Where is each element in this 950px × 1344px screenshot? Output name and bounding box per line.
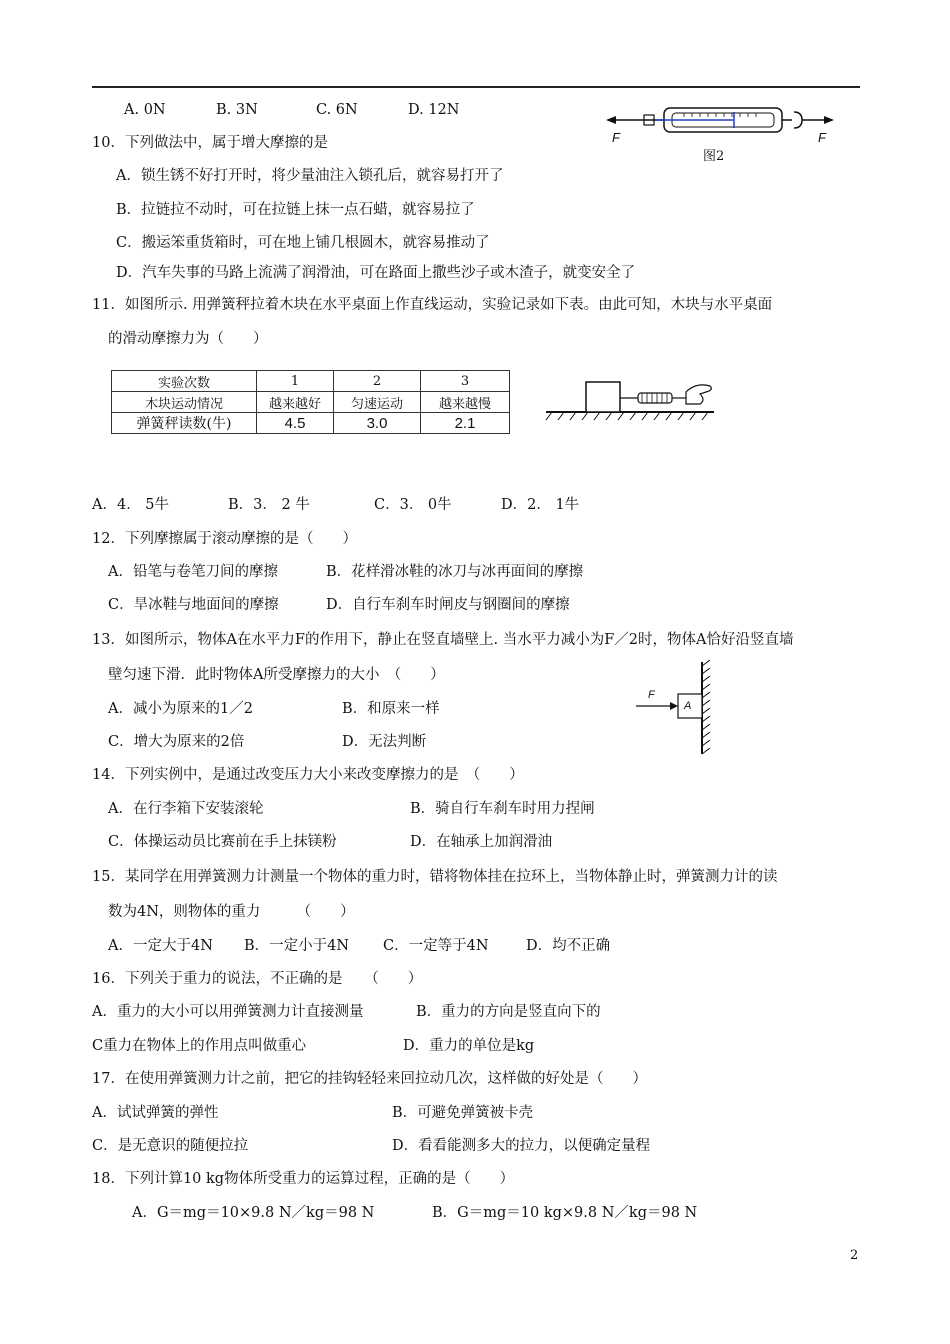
q13-option-a: A．减小为原来的1／2 — [108, 701, 253, 717]
q11-option-b: B．3． 2 牛 — [228, 497, 310, 513]
q16-option-c: C重力在物体上的作用点叫做重心 — [92, 1038, 307, 1054]
q18-stem: 18．下列计算10 kg物体所受重力的运算过程，正确的是（ ） — [92, 1171, 515, 1187]
table-cell: 木块运动情况 — [112, 392, 257, 413]
q11-block-spring-diagram — [542, 374, 720, 424]
q13-option-c: C．增大为原来的2倍 — [108, 734, 245, 750]
q11-experiment-table — [111, 370, 510, 434]
q10-option-d: D．汽车失事的马路上流满了润滑油，可在路面上撒些沙子或木渣子，就变安全了 — [116, 265, 636, 281]
q15-option-d: D．均不正确 — [526, 938, 611, 954]
q12-option-c: C．旱冰鞋与地面间的摩擦 — [108, 597, 279, 613]
table-cell: 越来越好 — [257, 392, 334, 413]
q10-stem: 10．下列做法中，属于增大摩擦的是 — [92, 135, 328, 151]
q14-option-a: A．在行李箱下安装滚轮 — [108, 801, 264, 817]
q11-option-a: A．4． 5牛 — [92, 497, 170, 513]
q12-option-b: B．花样滑冰鞋的冰刀与冰再面间的摩擦 — [326, 564, 584, 580]
q17-stem: 17．在使用弹簧测力计之前，把它的挂钩轻轻来回拉动几次，这样做的好处是（ ） — [92, 1071, 647, 1087]
q12-option-d: D．自行车刹车时闸皮与钢圈间的摩擦 — [326, 597, 570, 613]
q12-stem: 12．下列摩擦属于滚动摩擦的是（ ） — [92, 531, 357, 547]
fig2-force-left-label: F — [612, 130, 620, 145]
q16-stem: 16．下列关于重力的说法，不正确的是 （ ） — [92, 971, 423, 987]
table-row — [112, 392, 510, 413]
q11-option-c: C．3． 0牛 — [374, 497, 452, 513]
table-row — [112, 413, 510, 434]
page-number: 2 — [850, 1248, 859, 1263]
table-row — [112, 371, 510, 392]
table-cell: 3 — [421, 371, 510, 392]
q16-option-d: D．重力的单位是kg — [403, 1038, 535, 1054]
table-cell: 弹簧秤读数(牛) — [112, 413, 257, 434]
q15-option-c: C．一定等于4N — [383, 938, 489, 954]
q10-option-a: A．锁生锈不好打开时，将少量油注入锁孔后，就容易打开了 — [116, 168, 504, 184]
fig2-force-right-label: F — [818, 130, 826, 145]
q13-force-label: F — [648, 689, 655, 701]
q14-option-d: D．在轴承上加润滑油 — [410, 834, 553, 850]
table-cell: 实验次数 — [112, 371, 257, 392]
table-cell: 2 — [334, 371, 421, 392]
q10-option-c: C．搬运笨重货箱时，可在地上铺几根圆木，就容易推动了 — [116, 235, 490, 251]
q16-option-a: A．重力的大小可以用弹簧测力计直接测量 — [92, 1004, 364, 1020]
q15-option-a: A．一定大于4N — [108, 938, 213, 954]
q17-option-c: C．是无意识的随便拉拉 — [92, 1138, 249, 1154]
q9-option-b: B. 3N — [216, 102, 258, 118]
q17-option-a: A．试试弹簧的弹性 — [92, 1105, 219, 1121]
q16-option-b: B．重力的方向是竖直向下的 — [416, 1004, 601, 1020]
q9-option-a: A. 0N — [124, 102, 166, 118]
table-cell: 4.5 — [257, 413, 334, 434]
q13-option-d: D．无法判断 — [342, 734, 427, 750]
q10-option-b: B．拉链拉不动时，可在拉链上抹一点石蜡，就容易拉了 — [116, 202, 475, 218]
q13-option-b: B．和原来一样 — [342, 701, 440, 717]
header-rule — [92, 86, 860, 88]
table-cell: 1 — [257, 371, 334, 392]
fig2-caption: 图2 — [703, 149, 725, 164]
table-cell: 2.1 — [421, 413, 510, 434]
q12-option-a: A．铅笔与卷笔刀间的摩擦 — [108, 564, 278, 580]
q17-option-d: D．看看能测多大的拉力，以便确定量程 — [392, 1138, 651, 1154]
q14-option-b: B．骑自行车刹车时用力捏闸 — [410, 801, 595, 817]
q11-option-d: D．2． 1牛 — [501, 497, 580, 513]
q14-option-c: C．体操运动员比赛前在手上抹镁粉 — [108, 834, 337, 850]
q13-stem-line2: 壁匀速下滑．此时物体A所受摩擦力的大小 （ ） — [108, 667, 445, 683]
q14-stem: 14．下列实例中，是通过改变压力大小来改变摩擦力的是 （ ） — [92, 767, 524, 783]
q13-stem-line1: 13．如图所示，物体A在水平力F的作用下，静止在竖直墙壁上. 当水平力减小为F／2时，物体A恰好沿竖直墙 — [92, 632, 794, 648]
q15-stem-line2: 数为4N，则物体的重力 （ ） — [108, 904, 355, 920]
q15-stem-line1: 15．某同学在用弹簧测力计测量一个物体的重力时，错将物体挂在拉环上，当物体静止时，弹簧测力计的读 — [92, 869, 778, 885]
table-cell: 越来越慢 — [421, 392, 510, 413]
table-cell: 3.0 — [334, 413, 421, 434]
q9-option-d: D. 12N — [408, 102, 460, 118]
q18-option-a: A．G＝mg＝10×9.8 N／kg＝98 N — [132, 1205, 375, 1221]
q11-stem-line1: 11．如图所示. 用弹簧秤拉着木块在水平桌面上作直线运动，实验记录如下表。由此可知，木块与水平桌面 — [92, 297, 773, 313]
q11-stem-line2: 的滑动摩擦力为（ ） — [108, 331, 268, 347]
q9-option-c: C. 6N — [316, 102, 358, 118]
table-cell: 匀速运动 — [334, 392, 421, 413]
q13-wall-block-diagram — [634, 660, 714, 756]
q18-option-b: B．G＝mg＝10 kg×9.8 N／kg＝98 N — [432, 1205, 698, 1221]
q13-block-label: A — [684, 700, 692, 712]
q15-option-b: B．一定小于4N — [244, 938, 350, 954]
q17-option-b: B．可避免弹簧被卡壳 — [392, 1105, 534, 1121]
